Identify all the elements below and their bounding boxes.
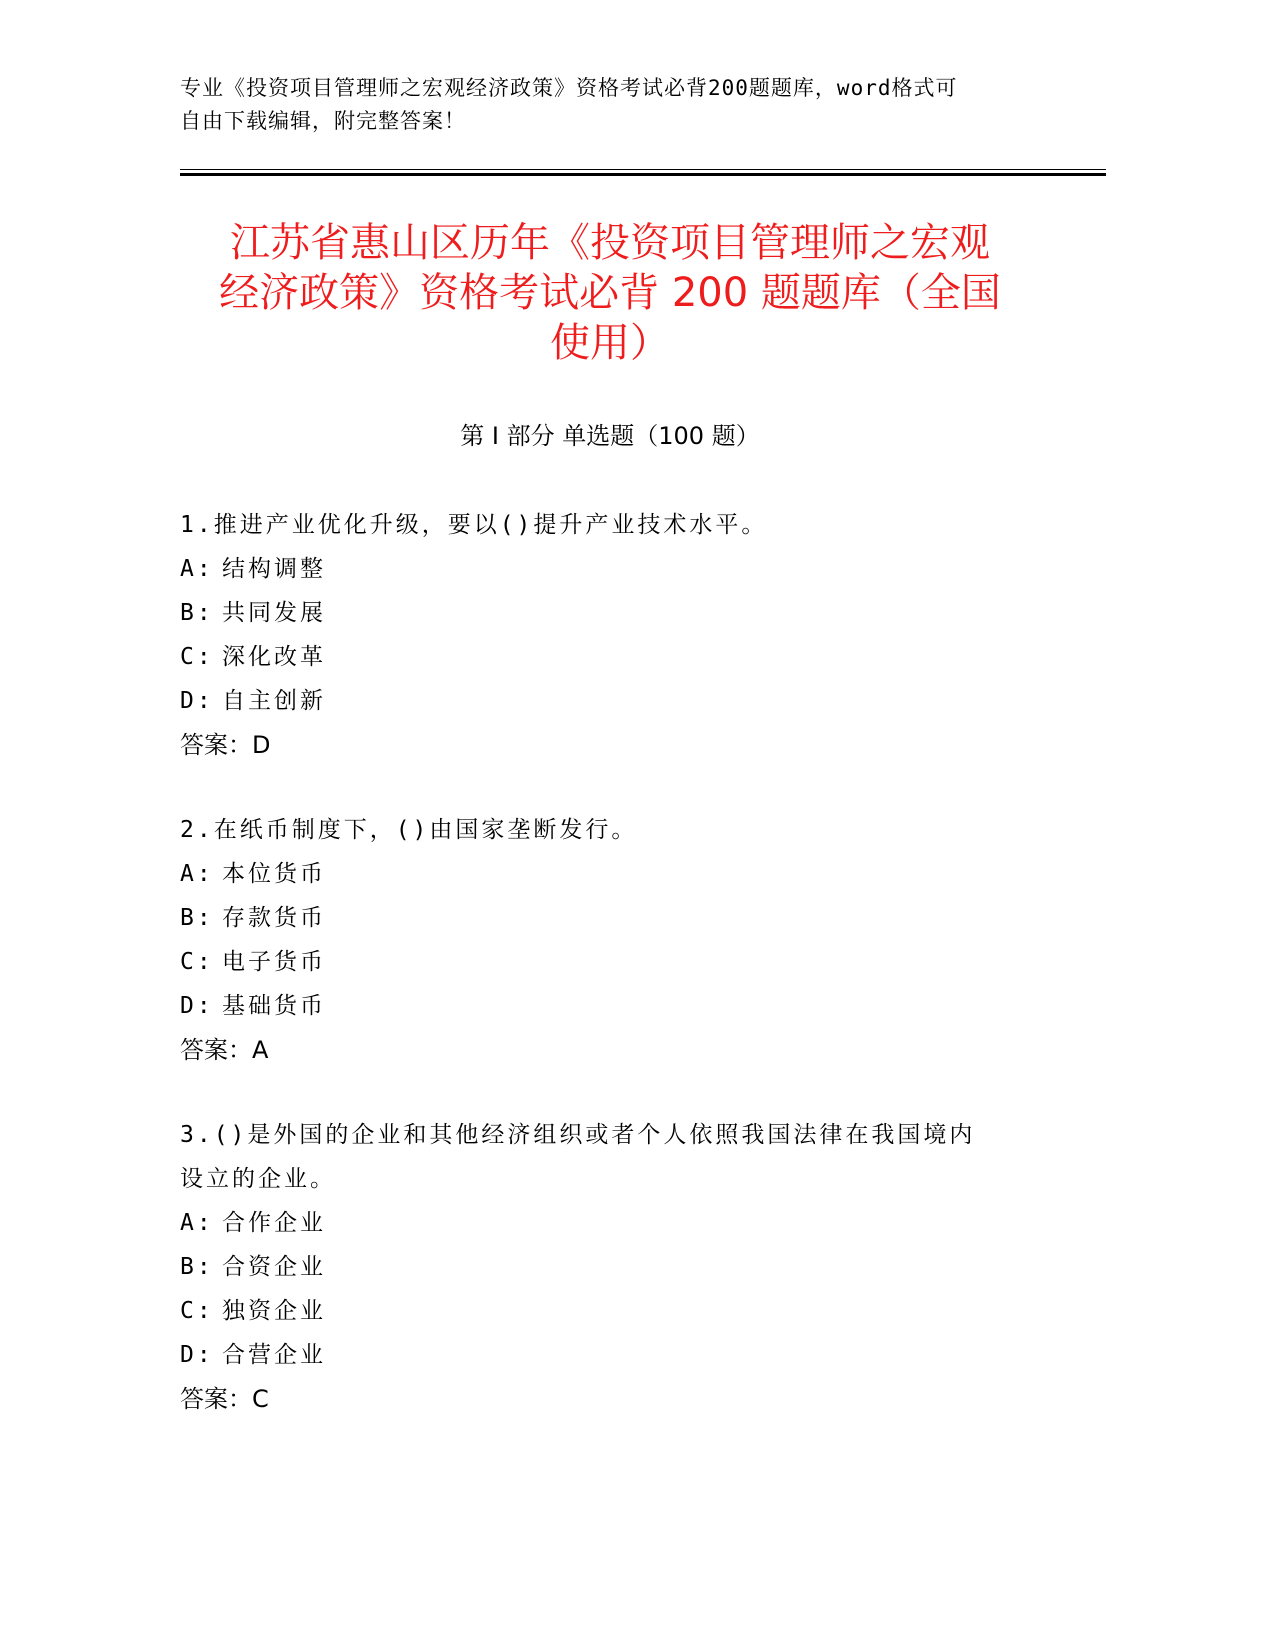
option-a <box>180 1201 1040 1245</box>
answer: 答案：C <box>180 1385 269 1413</box>
option-text: 共同发展 <box>222 600 326 626</box>
question-stem: 1.推进产业优化升级，要以()提升产业技术水平。 <box>180 512 768 538</box>
document-title-line-3: 使用） <box>550 320 670 366</box>
option-text: 合营企业 <box>222 1342 326 1368</box>
option-key: D: <box>180 688 214 714</box>
option-text: 电子货币 <box>222 949 326 975</box>
option-a <box>180 852 1040 896</box>
question-3 <box>180 1113 1040 1421</box>
option-b <box>180 1245 1040 1289</box>
document-title-line-1: 江苏省惠山区历年《投资项目管理师之宏观 <box>230 220 990 266</box>
option-key: A: <box>180 1210 214 1236</box>
answer: 答案：A <box>180 1036 269 1064</box>
option-key: A: <box>180 861 214 887</box>
option-key: B: <box>180 600 214 626</box>
answer: 答案：D <box>180 731 271 759</box>
option-text: 独资企业 <box>222 1298 326 1324</box>
header-rule-thick <box>180 173 1106 176</box>
option-text: 合作企业 <box>222 1210 326 1236</box>
option-key: B: <box>180 905 214 931</box>
option-c <box>180 635 1040 679</box>
document-title <box>180 218 1040 368</box>
option-b <box>180 591 1040 635</box>
document-title-line-2: 经济政策》资格考试必背 200 题题库（全国 <box>219 270 1001 316</box>
option-text: 结构调整 <box>222 556 326 582</box>
option-d <box>180 1333 1040 1377</box>
question-stem: 2.在纸币制度下，()由国家垄断发行。 <box>180 817 638 843</box>
option-a <box>180 547 1040 591</box>
option-c <box>180 940 1040 984</box>
option-key: D: <box>180 1342 214 1368</box>
header-rule-thin <box>180 169 1106 170</box>
option-text: 基础货币 <box>222 993 326 1019</box>
option-key: C: <box>180 644 214 670</box>
option-text: 合资企业 <box>222 1254 326 1280</box>
question-2 <box>180 808 1040 1072</box>
option-b <box>180 896 1040 940</box>
option-d <box>180 679 1040 723</box>
question-stem: 3.()是外国的企业和其他经济组织或者个人依照我国法律在我国境内 <box>180 1122 976 1148</box>
option-text: 存款货币 <box>222 905 326 931</box>
option-key: C: <box>180 1298 214 1324</box>
header-note-line-1: 专业《投资项目管理师之宏观经济政策》资格考试必背200题题库，word格式可 <box>180 76 958 100</box>
option-key: D: <box>180 993 214 1019</box>
option-text: 深化改革 <box>222 644 326 670</box>
section-heading: 第 I 部分 单选题（100 题） <box>460 422 760 450</box>
option-text: 本位货币 <box>222 861 326 887</box>
option-text: 自主创新 <box>222 688 326 714</box>
header-note <box>180 72 1030 138</box>
option-key: B: <box>180 1254 214 1280</box>
question-stem-continued: 设立的企业。 <box>180 1166 336 1192</box>
header-note-line-2: 自由下载编辑，附完整答案！ <box>180 109 466 133</box>
option-key: A: <box>180 556 214 582</box>
option-key: C: <box>180 949 214 975</box>
option-d <box>180 984 1040 1028</box>
option-c <box>180 1289 1040 1333</box>
question-1 <box>180 503 1040 767</box>
